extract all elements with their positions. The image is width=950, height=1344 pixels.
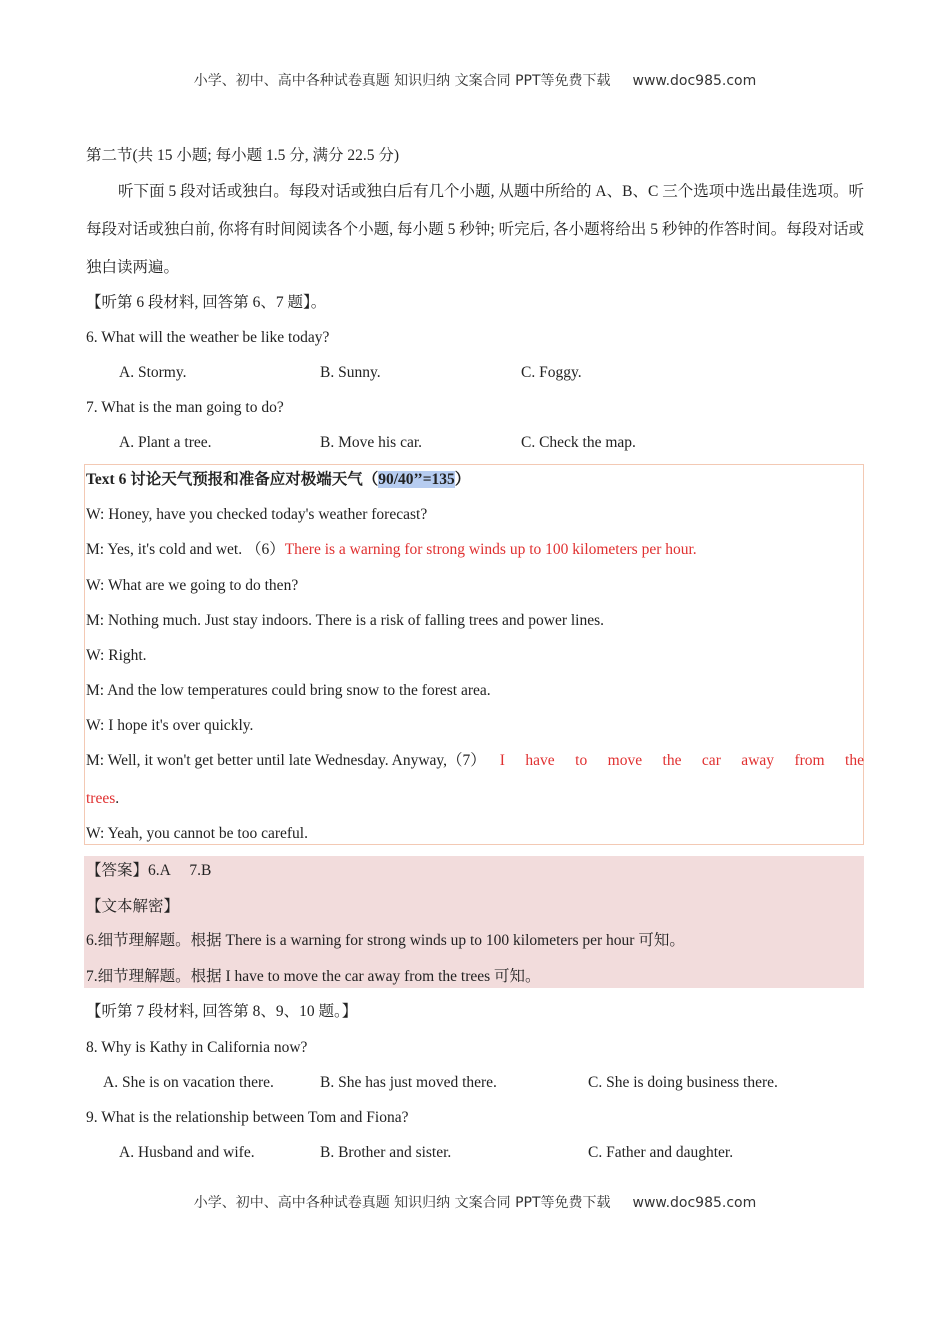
page-header: [0, 70, 950, 90]
q7-option-b: B. Move his car.: [320, 434, 423, 451]
transcript-line-3: W: What are we going to do then?: [86, 577, 299, 594]
question-8: 8. Why is Kathy in California now?: [86, 1039, 308, 1056]
transcript-line-6: M: And the low temperatures could bring snow to the forest area.: [86, 682, 491, 699]
header-site-link[interactable]: www.doc985.com: [632, 73, 757, 89]
group6-label: 【听第 6 段材料, 回答第 6、7 题】。: [86, 294, 327, 311]
instructions-text: 听下面 5 段对话或独白。每段对话或独白后有几个小题, 从题中所给的 A、B、C 三个选项中选出最佳选项。听每段对话或独白前, 你将有时间阅读各个小题, 每小题 5 秒钟; 听完后, 各小题将给出 5 秒钟的作答时间。每段对话或独白读两遍。: [86, 183, 864, 276]
q6-option-a: A. Stormy.: [119, 364, 187, 381]
q7-option-a: A. Plant a tree.: [119, 434, 212, 451]
footer-text: 小学、初中、高中各种试卷真题 知识归纳 文案合同 PPT等免费下载: [193, 1195, 611, 1211]
q8-option-b: B. She has just moved there.: [320, 1074, 497, 1091]
q7-option-c: C. Check the map.: [521, 434, 636, 451]
transcript-line-8-answer-cont: trees: [86, 790, 116, 807]
page-footer: [0, 1192, 950, 1212]
transcript-title-suffix: ）: [454, 471, 471, 488]
q6-option-b: B. Sunny.: [320, 364, 381, 381]
section-title: 第二节(共 15 小题; 每小题 1.5 分, 满分 22.5 分): [86, 147, 400, 164]
q8-option-a: A. She is on vacation there.: [103, 1074, 274, 1091]
header-text: 小学、初中、高中各种试卷真题 知识归纳 文案合同 PPT等免费下载: [193, 73, 611, 89]
footer-site-link[interactable]: www.doc985.com: [632, 1195, 757, 1211]
transcript-line-9: W: Yeah, you cannot be too careful.: [86, 825, 308, 842]
transcript-title: [86, 470, 470, 490]
transcript-line-8-end: .: [115, 790, 120, 807]
q9-option-b: B. Brother and sister.: [320, 1144, 452, 1161]
q9-option-a: A. Husband and wife.: [119, 1144, 255, 1161]
transcript-line-5: W: Right.: [86, 647, 147, 664]
transcript-line-2-text: M: Yes, it's cold and wet. （6）: [86, 541, 285, 558]
q8-option-c: C. She is doing business there.: [588, 1074, 778, 1091]
transcript-line-8-cont: [86, 789, 119, 809]
transcript-line-2-answer: There is a warning for strong winds up to 100 kilometers per hour.: [284, 541, 697, 558]
section-instructions: [86, 173, 864, 287]
transcript-line-8: [86, 751, 864, 771]
q6-option-c: C. Foggy.: [521, 364, 582, 381]
transcript-line-2: [86, 540, 697, 560]
explanation-7: 7.细节理解题。根据 I have to move the car away from the trees 可知。: [86, 968, 541, 985]
transcript-line-8-answer-text: I have to move the car away from the: [499, 752, 864, 769]
question-6: 6. What will the weather be like today?: [86, 329, 330, 346]
question-7: 7. What is the man going to do?: [86, 399, 284, 416]
explanation-6: 6.细节理解题。根据 There is a warning for strong winds up to 100 kilometers per hour 可知。: [86, 932, 685, 949]
q9-option-c: C. Father and daughter.: [588, 1144, 734, 1161]
answer-decode-title: 【文本解密】: [86, 898, 180, 915]
group7-label: 【听第 7 段材料, 回答第 8、9、10 题。】: [86, 1003, 358, 1020]
transcript-line-8-text: M: Well, it won't get better until late Wednesday. Anyway,（7）: [86, 752, 486, 769]
transcript-line-4: M: Nothing much. Just stay indoors. There is a risk of falling trees and power lines.: [86, 612, 605, 629]
answer-line: 【答案】6.A 7.B: [86, 862, 212, 879]
transcript-line-1: W: Honey, have you checked today's weather forecast?: [86, 506, 428, 523]
transcript-line-7: W: I hope it's over quickly.: [86, 717, 254, 734]
question-9: 9. What is the relationship between Tom and Fiona?: [86, 1109, 409, 1126]
transcript-title-highlight: 90/40’’=135: [378, 471, 455, 488]
transcript-line-8-answer: [500, 751, 864, 771]
transcript-title-prefix: Text 6 讨论天气预报和准备应对极端天气（: [86, 471, 379, 488]
